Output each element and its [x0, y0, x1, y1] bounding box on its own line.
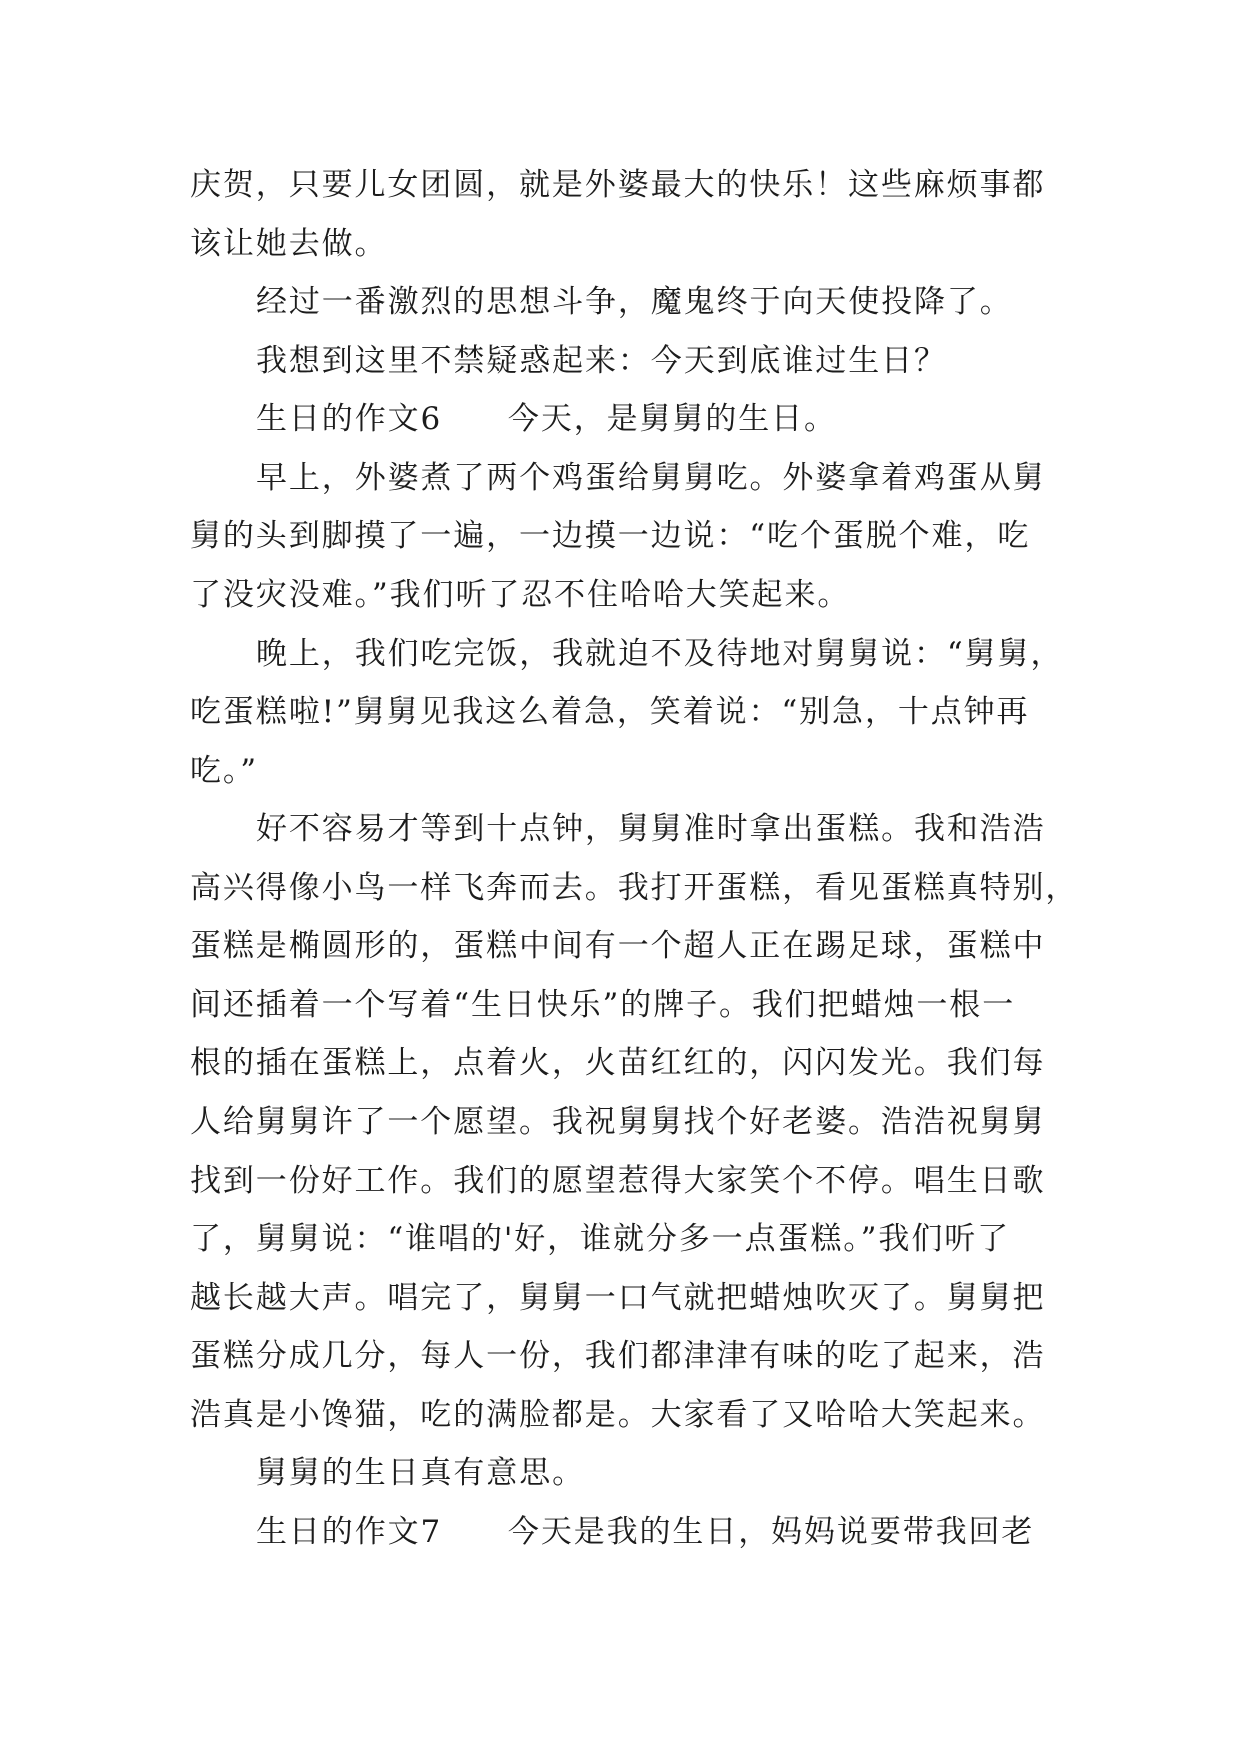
text-line: 好不容易才等到十点钟，舅舅准时拿出蛋糕。我和浩浩 [256, 811, 1046, 848]
text-line: 浩真是小馋猫，吃的满脸都是。大家看了又哈哈大笑起来。 [190, 1396, 1046, 1433]
text-line: 找到一份好工作。我们的愿望惹得大家笑个不停。唱生日歌 [190, 1162, 1046, 1199]
text-line: 我想到这里不禁疑惑起来：今天到底谁过生日？ [256, 342, 947, 379]
text-line: 间还插着一个写着“生日快乐”的牌子。我们把蜡烛一根一 [190, 986, 1016, 1023]
text-line: 人给舅舅许了一个愿望。我祝舅舅找个好老婆。浩浩祝舅舅 [190, 1104, 1046, 1140]
text-line: 庆贺，只要儿女团圆，就是外婆最大的快乐！这些麻烦事都 [190, 167, 1046, 203]
section-heading-line: 生日的作文6 今天，是舅舅的生日。 [256, 401, 837, 438]
text-line: 了没灾没难。”我们听了忍不住哈哈大笑起来。 [190, 576, 851, 613]
text-line: 了，舅舅说：“谁唱的'好，谁就分多一点蛋糕。”我们听了 [190, 1221, 1011, 1258]
text-line: 吃。” [190, 752, 259, 789]
text-line: 舅的头到脚摸了一遍，一边摸一边说：“吃个蛋脱个难，吃 [190, 518, 1031, 555]
text-line: 越长越大声。唱完了，舅舅一口气就把蜡烛吹灭了。舅舅把 [190, 1279, 1046, 1316]
text-line: 经过一番激烈的思想斗争，魔鬼终于向天使投降了。 [256, 284, 1013, 321]
text-line: 吃蛋糕啦!”舅舅见我这么着急，笑着说：“别急，十点钟再 [190, 694, 1030, 731]
text-line: 根的插在蛋糕上，点着火，火苗红红的，闪闪发光。我们每 [190, 1045, 1046, 1082]
text-line: 高兴得像小鸟一样飞奔而去。我打开蛋糕，看见蛋糕真特别， [190, 869, 1079, 906]
text-line: 舅舅的生日真有意思。 [256, 1455, 585, 1492]
text-line: 晚上，我们吃完饭，我就迫不及待地对舅舅说：“舅舅， [256, 635, 1064, 672]
text-line: 蛋糕分成几分，每人一份，我们都津津有味的吃了起来，浩 [190, 1338, 1046, 1375]
text-line: 早上，外婆煮了两个鸡蛋给舅舅吃。外婆拿着鸡蛋从舅 [256, 459, 1046, 496]
text-line: 蛋糕是椭圆形的，蛋糕中间有一个超人正在踢足球，蛋糕中 [190, 928, 1046, 965]
document-body [190, 156, 1090, 1562]
section-heading-line: 生日的作文7 今天是我的生日，妈妈说要带我回老 [256, 1513, 1035, 1550]
text-line: 该让她去做。 [190, 225, 388, 262]
